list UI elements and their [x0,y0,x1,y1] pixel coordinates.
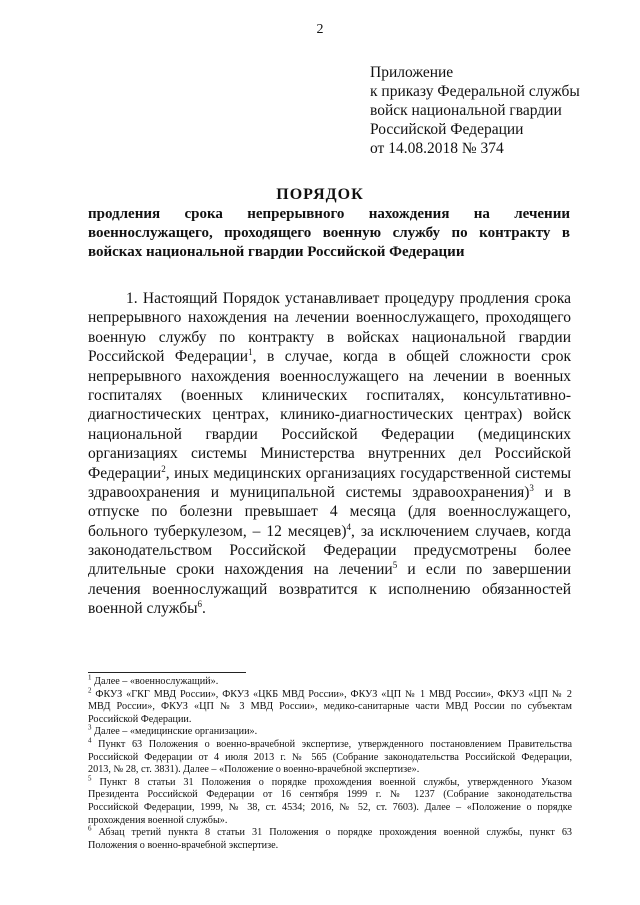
body-text-run: Российской Федерации [88,348,249,366]
footnote-line: Положения о военно-врачебной экспертизе. [88,839,279,851]
body-line: военную службу по контракту в войсках национальной гвардии [88,328,571,346]
footnote-line: Российской Федерации от 4 июля 2013 г. № 565 (Собрание законодательства Российской Федерации, [88,751,572,763]
body-line [88,347,571,366]
page-number: 2 [316,22,324,37]
footnote-text: Абзац третий пункта 8 статьи 31 Положения о порядке прохождения военной службы, пункт 63 [98,827,573,839]
body-line: отпуске по болезни превышает 4 месяца (для военнослужащего, [88,503,571,521]
body-text-run: Федерации [88,464,162,482]
footnote-ref: 5 [392,560,398,571]
footnote-text: ФКУЗ «ГКГ МВД России», ФКУЗ «ЦКБ МВД России», ФКУЗ «ЦП № 1 МВД России», ФКУЗ «ЦП № 2 [95,688,573,700]
body-text-run: и если по завершении [397,561,571,579]
body-line: лечения военнослужащий возвратится к исполнению обязанностей [88,580,571,598]
footnote-line [88,673,572,689]
appendix-line: Российской Федерации [370,121,524,138]
appendix-block [370,63,580,158]
body-line: организациях системы Министерства внутренних дел Российской [88,445,571,463]
body-text-run: военной службы [88,600,198,618]
subtitle-line: продления срока непрерывного нахождения на лечении [88,206,570,222]
footnote-ref: 2 [161,463,166,474]
body-text-run: и в [533,483,571,501]
footnote-divider [88,672,246,673]
appendix-line: Приложение [370,64,454,81]
subtitle-line: войсках национальной гвардии Российской Федерации [88,244,465,260]
body-line [88,483,571,502]
footnote-ref: 4 [346,521,352,532]
body-line: национальной гвардии Российской Федерации (медицинских [88,425,571,443]
body-line [88,464,571,483]
body-line: госпиталях (военных клинических госпиталях, консультативно- [88,386,571,404]
footnote-line [88,736,573,752]
footnote-marker: 2 [88,686,92,695]
document-subtitle [88,205,570,262]
footnote-line: Президента Российской Федерации от 16 сентября 1999 г. № 1237 (Собрание законодательства [88,789,572,801]
body-text-run: . [202,600,206,618]
body-line [88,599,571,618]
subtitle-line: военнослужащего, проходящего военную службу по контракту в [88,225,570,241]
body-line: 1. Настоящий Порядок устанавливает процедуру продления срока [126,290,571,307]
footnote-marker: 1 [88,673,92,682]
footnote-line: Российской Федерации. [88,713,192,725]
body-text-run: , в случае, когда в общей сложности срок [252,348,571,366]
footnote-line: 2013, № 28, ст. 3831). Далее – «Положение о военно-врачебной экспертизе». [88,764,420,776]
footnote-marker: 3 [88,723,92,732]
footnote-line: Российской Федерации, 1999, № 38, ст. 4534; 2016, № 52, ст. 7603). Далее – «Положение о порядке [88,801,572,813]
footnote-text: Далее – «медицинские организации». [94,726,258,738]
footnote-ref: 1 [248,347,253,358]
footnotes [88,673,573,852]
body-line [88,560,571,579]
appendix-line: к приказу Федеральной службы [370,83,580,100]
body-line: непрерывного нахождения на лечении военнослужащего, проходящего [88,309,571,327]
body-line: непрерывного нахождения военнослужащего на лечении в военных [88,367,571,385]
body-text-run: длительные сроки нахождения на лечении [88,561,393,579]
body-text-run: , иных медицинских организациях государственной системы [165,464,571,482]
footnote-line: прохождения военной службы». [88,814,228,826]
footnote-line [88,723,572,739]
footnote-line [88,824,573,840]
body-text-run: , за исключением случаев, когда [351,522,571,540]
footnote-line: МВД России», ФКУЗ «ЦП № 3 МВД России», медико-санитарные части МВД России по субъектам [88,701,572,713]
document-title: ПОРЯДОК [276,186,364,203]
footnote-text: Пункт 63 Положения о военно-врачебной экспертизе, утвержденного постановлением Правительства [98,738,573,750]
footnote-marker: 4 [88,736,92,745]
body-line [88,522,571,541]
footnote-ref: 6 [197,599,203,610]
footnote-text: Далее – «военнослужащий». [94,676,219,687]
footnote-line [88,774,572,790]
footnote-ref: 3 [529,482,534,493]
body-line: диагностических центрах, клинико-диагностических центрах) войск [88,406,571,424]
footnote-text: Пункт 8 статьи 31 Положения о порядке прохождения военной службы, утвержденного Указом [99,776,572,788]
body-text-run: больного туберкулезом, – 12 месяцев) [88,522,347,540]
appendix-line: от 14.08.2018 № 374 [370,140,504,157]
body-paragraph [88,289,571,619]
appendix-line: войск национальной гвардии [370,102,562,119]
body-line: законодательством Российской Федерации предусмотрены более [88,542,571,560]
footnote-marker: 6 [88,824,92,833]
footnote-marker: 5 [88,774,92,783]
footnote-line [88,686,573,702]
body-text-run: здравоохранения и муниципальной системы здравоохранения) [88,483,530,501]
